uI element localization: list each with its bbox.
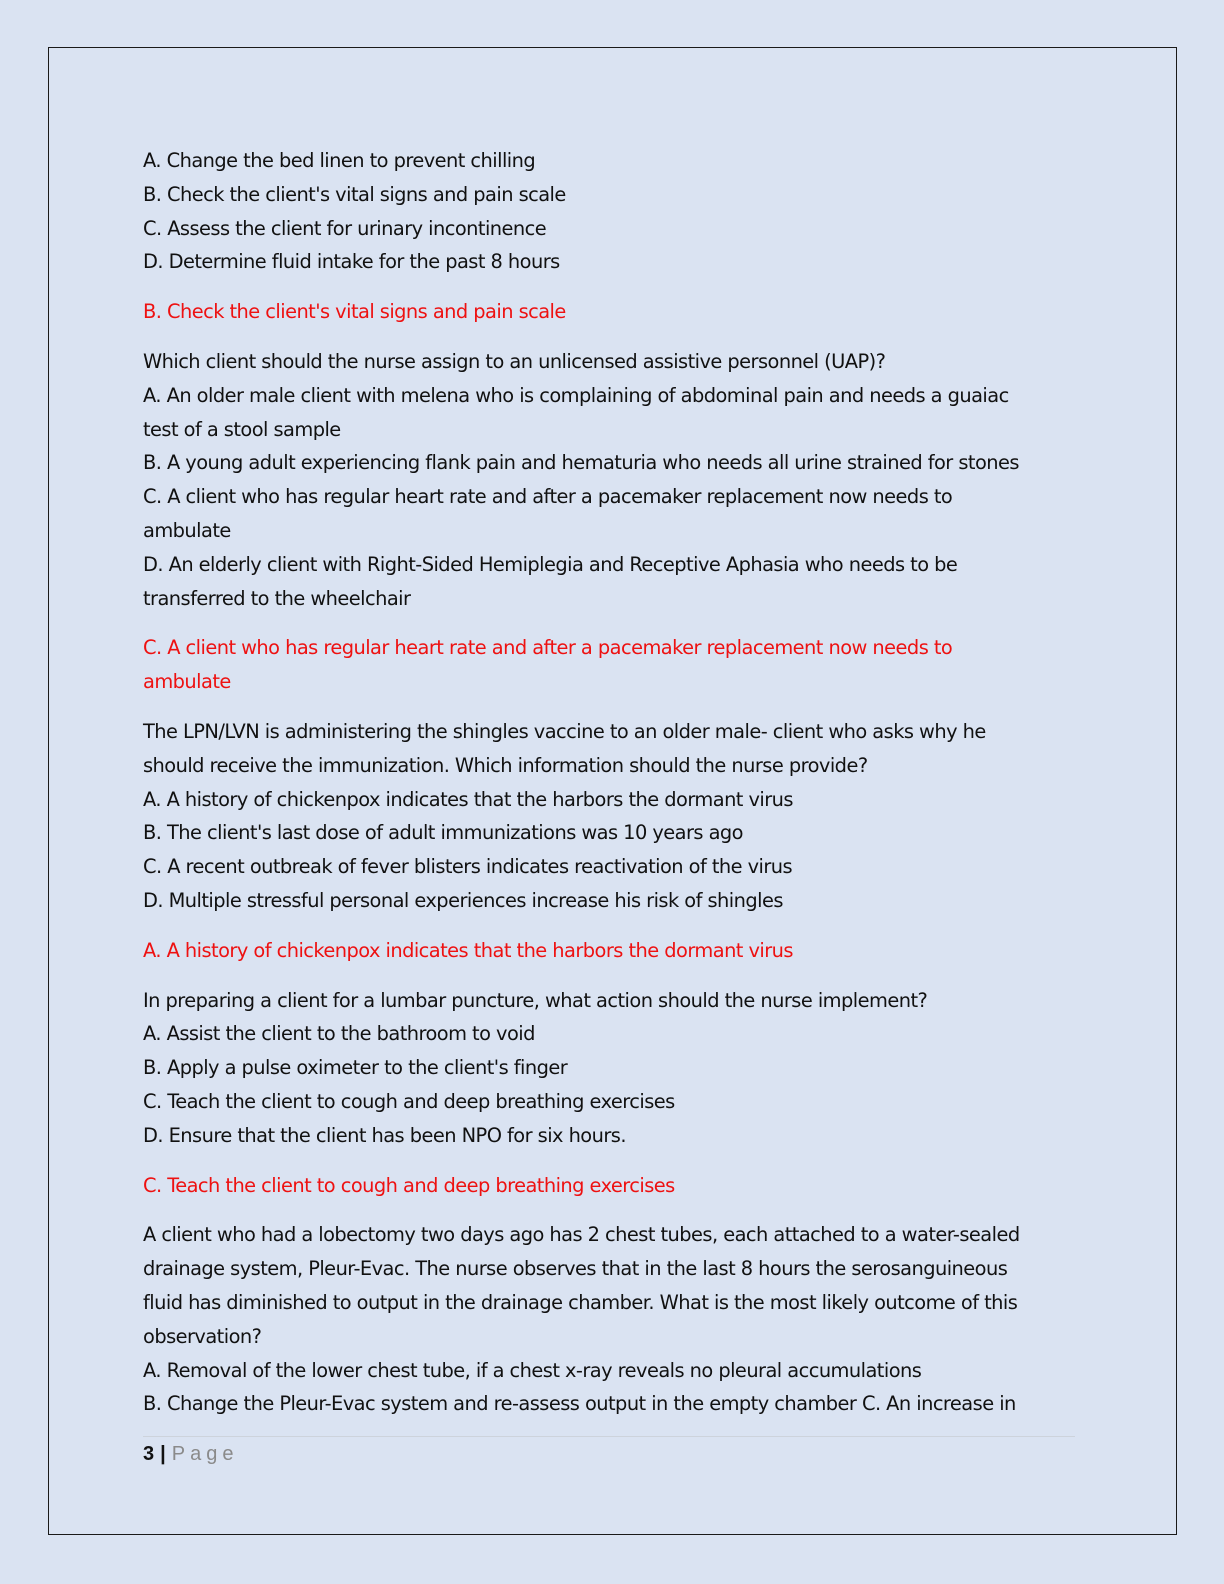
text-line: A. A history of chickenpox indicates that the harbors the dormant virus xyxy=(143,787,793,811)
text-line: drainage system, Pleur-Evac. The nurse observes that in the last 8 hours the serosanguineous xyxy=(143,1257,1008,1281)
text-line: In preparing a client for a lumbar puncture, what action should the nurse implement? xyxy=(143,988,928,1012)
answer-block xyxy=(143,295,1093,329)
text-line: transferred to the wheelchair xyxy=(143,586,411,610)
text-line: test of a stool sample xyxy=(143,417,341,441)
text-line: A client who had a lobectomy two days ago has 2 chest tubes, each attached to a water-sealed xyxy=(143,1223,1020,1247)
text-line: D. Multiple stressful personal experiences increase his risk of shingles xyxy=(143,888,783,912)
text-line: D. An elderly client with Right-Sided Hemiplegia and Receptive Aphasia who needs to be xyxy=(143,552,958,576)
document-body xyxy=(143,144,1093,1437)
text-line: A. Assist the client to the bathroom to void xyxy=(143,1022,535,1046)
text-line: Which client should the nurse assign to an unlicensed assistive personnel (UAP)? xyxy=(143,349,886,373)
text-line: fluid has diminished to output in the drainage chamber. What is the most likely outcome of this xyxy=(143,1290,1018,1314)
question-block xyxy=(143,715,1093,918)
page-footer xyxy=(143,1440,238,1468)
text-line: The LPN/LVN is administering the shingles vaccine to an older male- client who asks why he xyxy=(143,719,986,743)
question-block xyxy=(143,1218,1093,1421)
footer-divider xyxy=(143,1436,1075,1437)
text-line: A. Change the bed linen to prevent chilling xyxy=(143,149,536,172)
text-line: A. An older male client with melena who is complaining of abdominal pain and needs a guaiac xyxy=(143,383,1009,407)
text-line: C. Teach the client to cough and deep breathing exercises xyxy=(143,1089,675,1113)
answer-line: ambulate xyxy=(143,670,231,694)
answer-block xyxy=(143,1169,1093,1203)
answer-block xyxy=(143,631,1093,699)
text-line: C. A client who has regular heart rate and after a pacemaker replacement now needs to xyxy=(143,485,953,509)
text-line: C. A recent outbreak of fever blisters indicates reactivation of the virus xyxy=(143,855,793,879)
text-line: B. A young adult experiencing flank pain and hematuria who needs all urine strained for stones xyxy=(143,451,1019,475)
text-line: B. Apply a pulse oximeter to the client's finger xyxy=(143,1056,568,1080)
answer-line: C. A client who has regular heart rate and after a pacemaker replacement now needs to xyxy=(143,636,953,660)
page-label: Page xyxy=(171,1443,239,1465)
options-block xyxy=(143,144,1093,279)
answer-block xyxy=(143,934,1093,968)
text-line: C. Assess the client for urinary incontinence xyxy=(143,216,547,240)
question-block xyxy=(143,984,1093,1153)
question-block xyxy=(143,345,1093,615)
footer-separator: | xyxy=(160,1443,166,1465)
text-line: D. Ensure that the client has been NPO for six hours. xyxy=(143,1123,626,1147)
answer-line: A. A history of chickenpox indicates that the harbors the dormant virus xyxy=(143,938,793,962)
text-line: B. The client's last dose of adult immunizations was 10 years ago xyxy=(143,821,743,845)
text-line: D. Determine fluid intake for the past 8 hours xyxy=(143,250,560,274)
text-line: A. Removal of the lower chest tube, if a chest x-ray reveals no pleural accumulations xyxy=(143,1358,922,1382)
answer-line: C. Teach the client to cough and deep breathing exercises xyxy=(143,1173,675,1197)
text-line: B. Check the client's vital signs and pain scale xyxy=(143,182,566,206)
page-number: 3 xyxy=(143,1443,155,1465)
text-line: observation? xyxy=(143,1324,262,1348)
text-line: ambulate xyxy=(143,518,231,542)
text-line: should receive the immunization. Which information should the nurse provide? xyxy=(143,753,868,777)
text-line: B. Change the Pleur-Evac system and re-assess output in the empty chamber C. An increase in xyxy=(143,1392,1016,1416)
answer-line: B. Check the client's vital signs and pain scale xyxy=(143,300,566,324)
